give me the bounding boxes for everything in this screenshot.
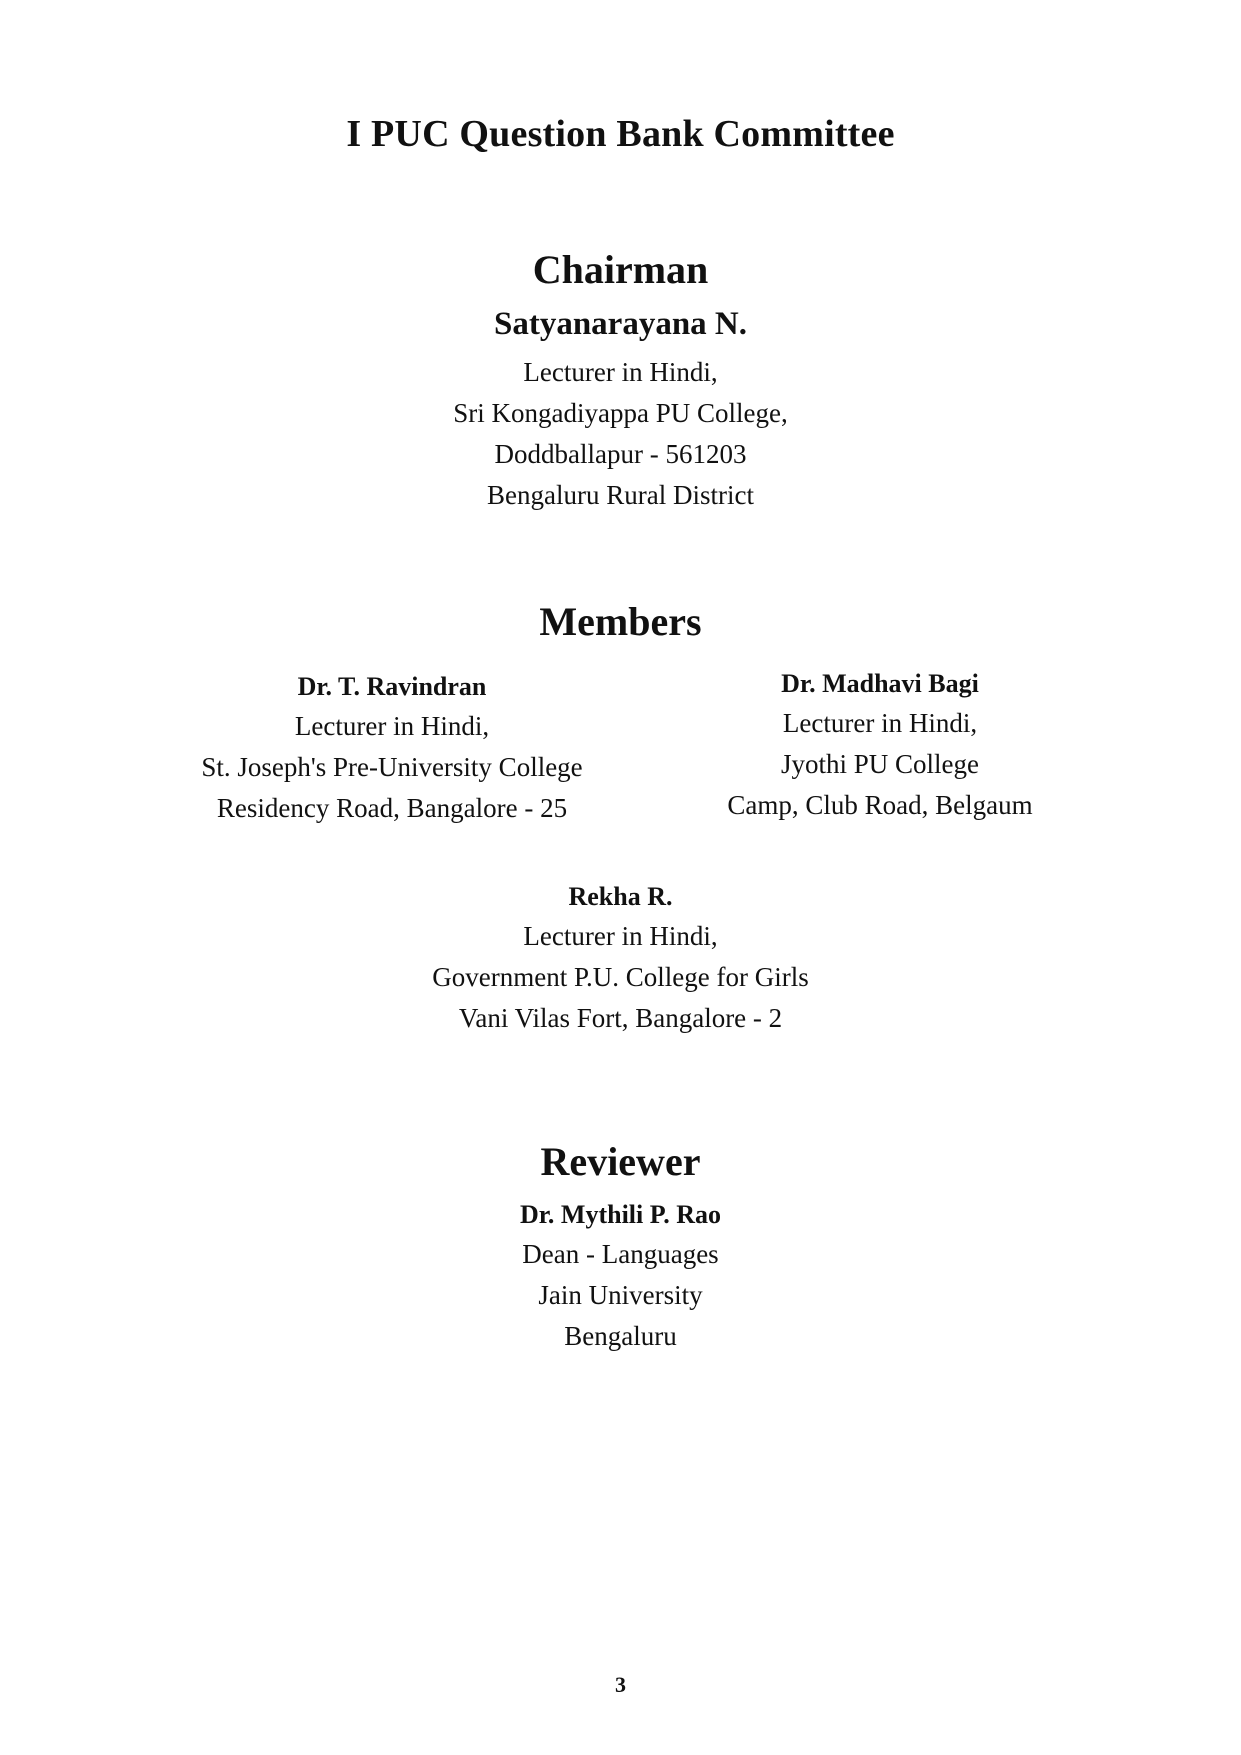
reviewer-name: Dr. Mythili P. Rao xyxy=(519,1200,722,1229)
chairman-address-line: Bengaluru Rural District xyxy=(487,480,754,510)
member-address-line: Jyothi PU College xyxy=(780,749,979,779)
member-card-ravindran xyxy=(152,672,632,829)
reviewer-address-line: Bengaluru xyxy=(564,1321,677,1351)
chairman-heading: Chairman xyxy=(532,247,709,292)
reviewer-card xyxy=(0,1200,1241,1357)
chairman-address-line: Doddballapur - 561203 xyxy=(494,439,747,469)
members-heading: Members xyxy=(539,599,702,644)
reviewer-heading: Reviewer xyxy=(540,1139,701,1184)
member-card-rekha xyxy=(0,882,1241,1039)
reviewer-address-line: Jain University xyxy=(538,1280,703,1310)
chairman-address xyxy=(0,352,1241,516)
member-address-line: Camp, Club Road, Belgaum xyxy=(727,790,1033,820)
member-address-line: Residency Road, Bangalore - 25 xyxy=(216,793,568,823)
chairman-address-line: Lecturer in Hindi, xyxy=(523,357,718,387)
chairman-address-line: Sri Kongadiyappa PU College, xyxy=(453,398,788,428)
member-card-madhavi-bagi xyxy=(680,669,1080,826)
page-number: 3 xyxy=(615,1672,626,1697)
member-name: Dr. T. Ravindran xyxy=(297,672,487,701)
chairman-name: Satyanarayana N. xyxy=(493,306,748,342)
member-address-line: St. Joseph's Pre-University College xyxy=(201,752,583,782)
member-name: Rekha R. xyxy=(568,882,673,911)
member-address-line: Lecturer in Hindi, xyxy=(523,921,718,951)
member-address-line: Government P.U. College for Girls xyxy=(432,962,809,992)
member-address-line: Lecturer in Hindi, xyxy=(294,711,490,741)
member-address-line: Lecturer in Hindi, xyxy=(782,708,978,738)
member-address-line: Vani Vilas Fort, Bangalore - 2 xyxy=(458,1003,783,1033)
reviewer-address-line: Dean - Languages xyxy=(522,1239,719,1269)
member-name: Dr. Madhavi Bagi xyxy=(781,669,979,698)
page-title: I PUC Question Bank Committee xyxy=(346,113,895,155)
